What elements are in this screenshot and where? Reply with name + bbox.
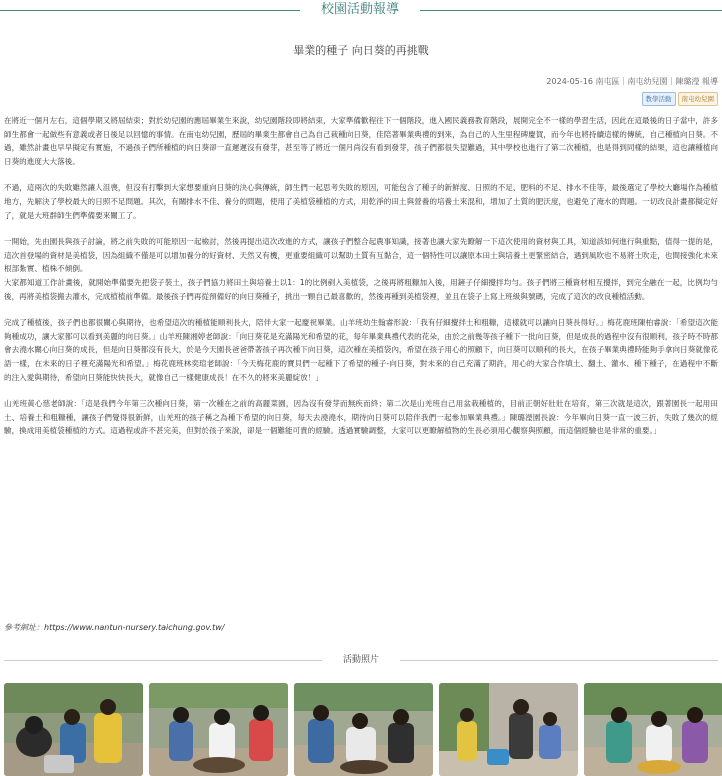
article-title: 畢業的種子 向日葵的再挑戰: [293, 44, 429, 57]
header-divider-right: [420, 10, 722, 11]
photos-title: 活動照片: [342, 655, 379, 665]
photo-2[interactable]: [149, 683, 288, 776]
section-header: [0, 0, 722, 22]
photo-4[interactable]: [439, 683, 578, 776]
article-meta: 2024-05-16 南屯區｜南屯幼兒園｜陳璐瀅 報導: [546, 77, 718, 86]
photos-divider-right: [400, 660, 718, 661]
reference-label: 參考網址：: [4, 623, 44, 632]
paragraph-2: 不過，這兩次的失敗雖然讓人沮喪，但沒有打擊到大家想要重向日葵的決心與傳統，師生們一起思考失敗的原因，可能包含了種子的新鮮度、日照的不足、肥料的不足、排水不佳等，最後選定了學校大廳場作為種植地方，先解決了學校最大的日照不足問題。其次，有關排水不佳、養分的問題，使用了美植袋種植的方式，用乾淨的田土與營養的培養土來混和，增加了土質的肥沃度，也避免了淹水的問題。一切改良計畫都擬定好了，就是大班群師生們準備要來關工了。: [4, 183, 718, 220]
reference: [4, 622, 224, 633]
photo-3[interactable]: [294, 683, 433, 776]
paragraph-1: 在將近一個月左右，這個學期又將屆結束；對於幼兒園的應屆畢業生來說，幼兒園階段即將結束，大家準備歡程往下一個階段，進入國民義務教育階段，展開完全不一樣的學習生活，因此在這最後的日子當中，許多師生都會一起做些有意義或者日後足以回憶的事情。在南屯幼兒園，歷屆的畢業生都會自己為自己栽種向日葵，佳陪著畢業典禮的到來，為自己的人生里程碑慶賀，而今年也將持續這樣的傳統，自己種植向日葵。不過，雖然計畫也早早擬定有實施，不過孩子們所種植的向日葵卻一直遲遲沒有發芽，甚至等了將近一個月尚沒有看到發芽，孩子們都很失望難過，其中學校也進行了第二次種植，也是得到同樣的結果，這也讓種植向日葵的進度大大落後。: [4, 116, 718, 166]
paragraph-5: 山羌班黃心慈老師說：「這是我們今年第三次種向日葵，第一次種在之前的高麗菜園，因為沒有發芽而無疾而終；第二次是山羌班自己用盆栽種植的，目前正朝好壯壯在培育，第三次就是這次，跟著園長一起用田土、培養土和粗糠種，讓孩子們覺得很新鮮，山羌班的孩子稱之為種下希望的向日葵，每天去澆澆水，期待向日葵可以陪伴我們一起參加畢業典禮。」陳璐瀅園長說：今年畢向日葵一直一波三折，失敗了幾次的經驗，換成用美植袋種植的方式。這過程或許不甚完美，但對於孩子來說，卻是一個難能可貴的經驗。透過實驗調整，大家可以更瞭解植物的生長必須用心觀察與照顧，而這個經驗也是非常的重要。」: [4, 399, 718, 436]
photos-header: [0, 652, 722, 668]
section-title: 校園活動報導: [320, 2, 399, 17]
tag-teaching-activity[interactable]: 教學活動: [642, 92, 676, 106]
tag-school-name[interactable]: 南屯幼兒園: [678, 92, 719, 106]
header-divider-left: [0, 10, 300, 11]
photo-1[interactable]: [4, 683, 143, 776]
photos-divider-left: [4, 660, 322, 661]
article-tags: [642, 92, 719, 106]
article-content: [4, 114, 718, 451]
paragraph-3: 一開始，先由園長與孩子討論，將之前失敗的可能原因一起檢討，然後再提出這次改進的方式，讓孩子們整合起農事知識，接著也讓大家先瞭解一下這次使用的資材與工具，知道該如何進行與重點，值得一提的是，這次首登場的資材是美植袋，因為組織不僅是可以增加養分的好資材、天然又有機，更重要組織可以幫助土質有互黏合，這一個特性可以讓原本田土與培養土更緊密結合，遇到風吹也不易將土吹走，也間接強化未來根部紮實、植株不傾倒。 大家都知道工作計畫後，就開始準備要先把袋子裝土，孩子們協力將田土與培養土以1：1的比例剷入美植袋，之後再將粗糠加入後，用鏟子仔細攪拌均勻。孩子們將三種資材相互攪拌，到完全融在一起，比例均勻後，再將美植袋搬去灌水，完成植植前準備。最後孩子們再從預備好的向日葵種子，挑出一顆自己最喜歡的，然後再種到美植袋裡，並且在袋子上寫上班級與號碼，完成了這次的改良種植活動。: [4, 237, 718, 301]
photo-5[interactable]: [584, 683, 722, 776]
photo-gallery: [4, 683, 722, 776]
reference-link[interactable]: https://www.nantun-nursery.taichung.gov.tw/: [44, 623, 225, 632]
paragraph-4: 完成了種植後，孩子們也都很關心與期待，也希望這次的種植能順利長大，陪伴大家一起慶祝畢業。山羊班幼生翰睿形說：「我有仔細攪拌土和粗糠，這樣就可以讓向日葵長得好。」梅花鹿班陳柏睿說：「希望這次能夠種成功，讓大家都可以看到美麗的向日葵。」山羊班陳湘婷老師說：「向日葵花是充滿陽光和希望的花，每年畢業典禮代表的花朵，由於之前幾等孩子種下一批向日葵，但是成長的過程中沒有很順利，孩子時不時都會去澆水關心向日葵的成長，但是向日葵都沒有長大，於是今天園長爸爸帶著孩子再次種下向日葵，這次種在美植袋內，希望在孩子用心的照顧下，向日葵可以順利的長大，在孩子畢業典禮時能夠手拿向日葵就像花語一樣，在未來的日子裡充滿陽光和希望。」梅花鹿班林奕瑄老師說：「今天梅花鹿的寶貝們一起種下了希望的種子-向日葵，對未來的自己充滿了期許，用心的大家合作填土、翻土、灌水、種下種子，在過程中不斷的注入愛與期待，希望向日葵能快快長大，就像自己一樣健康成長！在不久的將來美麗綻放！」: [4, 318, 718, 382]
